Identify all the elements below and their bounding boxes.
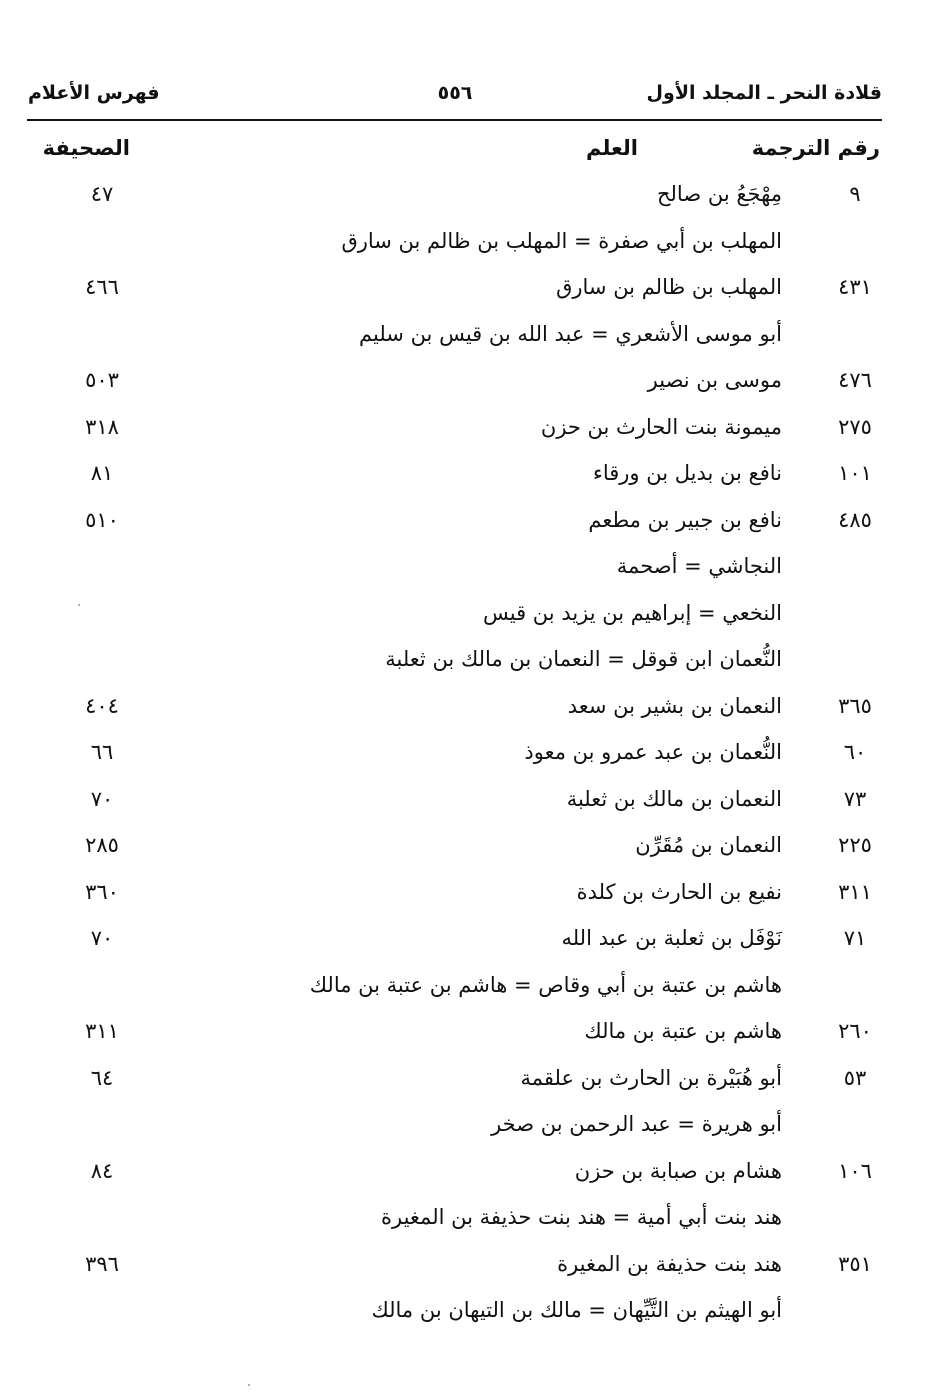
index-entry (0, 876, 950, 923)
entry-page: ٣٦٠ (85, 879, 119, 904)
entry-name: نافع بن بديل بن ورقاء (592, 461, 782, 485)
entry-name: هاشم بن عتبة بن مالك (584, 1019, 782, 1043)
index-entry (0, 1201, 950, 1248)
entry-number: ٦٠ (843, 740, 867, 764)
book-title: قلادة النحر ـ المجلد الأول (646, 82, 882, 104)
entry-number: ١٠٦ (838, 1158, 872, 1183)
entry-name: هند بنت حذيفة بن المغيرة (557, 1251, 782, 1276)
entry-name: النعمان بن مالك بن ثعلبة (566, 786, 782, 811)
entry-number: ٢٢٥ (838, 833, 872, 857)
index-entry (0, 1155, 950, 1202)
entry-page: ٣١٨ (85, 414, 119, 439)
entry-number: ٧١ (843, 926, 867, 950)
speck (248, 1384, 250, 1386)
entry-name: النُّعمان ابن قوقل = النعمان بن مالك بن ثعلبة (385, 647, 782, 671)
entry-name: النُّعمان بن عبد عمرو بن معوذ (524, 740, 782, 764)
entry-name: النعمان بن بشير بن سعد (567, 693, 782, 718)
speck (78, 604, 80, 606)
index-entry (0, 318, 950, 365)
index-entries (0, 178, 950, 1341)
index-entry (0, 1248, 950, 1295)
entry-number-header: رقم الترجمة (751, 136, 880, 160)
entry-page: ٧٠ (90, 786, 114, 811)
entry-page: ٤٠٤ (85, 693, 119, 718)
entry-number: ٢٧٥ (838, 414, 872, 439)
entry-page: ٤٧ (90, 182, 114, 206)
entry-number: ١٠١ (838, 461, 872, 485)
entry-name: هاشم بن عتبة بن أبي وقاص = هاشم بن عتبة بن مالك (309, 972, 782, 997)
index-entry (0, 922, 950, 969)
index-entry (0, 736, 950, 783)
entry-name: أبو هُبَيْرة بن الحارث بن علقمة (520, 1065, 782, 1090)
index-entry (0, 597, 950, 644)
index-entry (0, 411, 950, 458)
name-header: العلم (586, 136, 638, 160)
entry-name: هند بنت أبي أمية = هند بنت حذيفة بن المغيرة (381, 1205, 782, 1229)
entry-number: ٢٦٠ (838, 1019, 872, 1043)
entry-name: أبو الهيثم بن التَّيِّهان = مالك بن التيهان بن مالك (371, 1298, 782, 1322)
index-entry (0, 364, 950, 411)
entry-page: ٤٦٦ (85, 275, 119, 299)
entry-number: ٥٣ (843, 1065, 867, 1090)
entry-name: النعمان بن مُقَرِّن (635, 833, 782, 857)
entry-page: ٧٠ (90, 926, 114, 950)
index-entry (0, 178, 950, 225)
index-entry (0, 271, 950, 318)
index-entry (0, 225, 950, 272)
entry-page: ٢٨٥ (85, 833, 119, 857)
entry-page: ٦٤ (90, 1065, 114, 1090)
page-header: الصحيفة (42, 136, 130, 160)
entry-name: النخعي = إبراهيم بن يزيد بن قيس (482, 600, 782, 625)
entry-name: أبو موسى الأشعري = عبد الله بن قيس بن سليم (359, 321, 782, 346)
entry-name: النجاشي = أصحمة (616, 554, 782, 578)
index-entry (0, 1062, 950, 1109)
entry-name: مِهْجَعُ بن صالح (656, 182, 782, 206)
column-headers (0, 136, 950, 172)
entry-page: ٨١ (90, 461, 114, 485)
entry-number: ٩ (849, 182, 861, 206)
index-entry (0, 690, 950, 737)
entry-page: ٣١١ (85, 1019, 119, 1043)
running-header (28, 82, 882, 114)
index-entry (0, 550, 950, 597)
index-entry (0, 457, 950, 504)
index-entry (0, 1015, 950, 1062)
entry-number: ٤٨٥ (838, 507, 872, 532)
entry-name: هشام بن صبابة بن حزن (574, 1158, 782, 1183)
entry-number: ٤٣١ (838, 275, 872, 299)
index-title: فهرس الأعلام (28, 82, 160, 104)
entry-name: نفيع بن الحارث بن كلدة (576, 879, 782, 904)
entry-page: ٥٠٣ (85, 368, 119, 392)
entry-name: موسى بن نصير (647, 368, 782, 392)
index-entry (0, 643, 950, 690)
entry-name: أبو هريرة = عبد الرحمن بن صخر (491, 1112, 782, 1136)
entry-name: المهلب بن أبي صفرة = المهلب بن ظالم بن سارق (341, 228, 782, 253)
entry-number: ٣١١ (838, 879, 872, 904)
index-entry (0, 1294, 950, 1341)
entry-page: ٥١٠ (85, 507, 119, 532)
entry-page: ٣٩٦ (85, 1251, 119, 1276)
entry-number: ٣٥١ (838, 1251, 872, 1276)
entry-number: ٣٦٥ (838, 693, 872, 718)
entry-page: ٨٤ (90, 1158, 114, 1183)
index-entry (0, 969, 950, 1016)
entry-name: نَوْفَل بن ثعلبة بن عبد الله (561, 926, 782, 950)
index-entry (0, 783, 950, 830)
entry-name: المهلب بن ظالم بن سارق (556, 275, 782, 299)
entry-name: ميمونة بنت الحارث بن حزن (540, 414, 782, 439)
header-rule (27, 119, 882, 121)
entry-page: ٦٦ (90, 740, 114, 764)
entry-number: ٧٣ (843, 786, 867, 811)
entry-number: ٤٧٦ (838, 368, 872, 392)
index-entry (0, 504, 950, 551)
entry-name: نافع بن جبير بن مطعم (588, 507, 782, 532)
page-number: ٥٥٦ (437, 82, 473, 104)
index-entry (0, 1108, 950, 1155)
index-entry (0, 829, 950, 876)
